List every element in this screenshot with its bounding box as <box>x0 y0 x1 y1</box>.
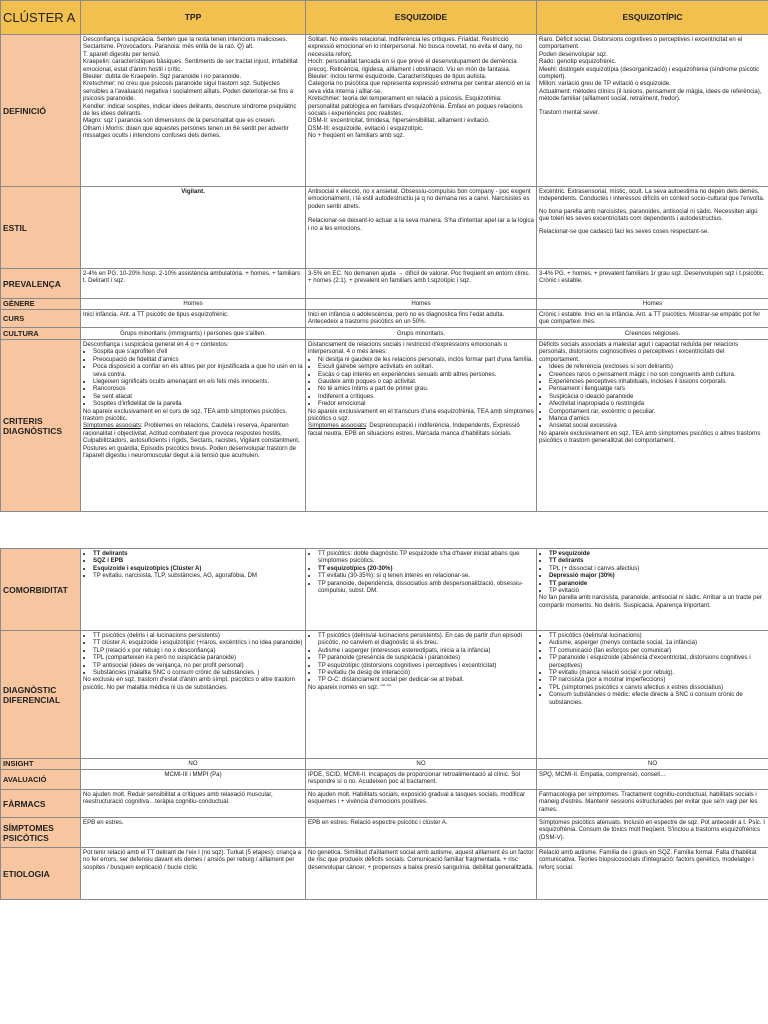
cell-comorbiditat-esquizotipic <box>537 549 768 631</box>
text-line: Desconfiança i suspicàcia. Senten que la resta tenen intencions malicioses. Sectarisme. Provocadors. Paranoia: més enllà de la raó. Q) alt. <box>83 36 288 51</box>
cell-diferencial-tpp <box>81 631 306 759</box>
list-item: • Poca disposició a confiar en els altres per por injustificada a que ho usin en la seva contra. <box>93 363 303 378</box>
text-line: Categoria no psicòtica que representa expressió extrema per centrar atenció en la seva vida interna i aïllar-se. <box>308 80 530 95</box>
text-line: No apareix exclusivament en sqz, TEA amb símptomes psicòtics o altres trastorns psicòtics o trastorn generalitzat del comportament. <box>539 429 761 445</box>
list-item: • TP esquizotípic (distorsions cognitives i perceptives i excentricitat) <box>318 662 534 669</box>
text-line: Relacionar-se deixant-lo actuar a la seva manera. S'ha d'intentar apel·lar a la lògica i no a les emocions. <box>308 217 534 232</box>
associated-symptoms-text: : Despreocupació i indiferència, Independents, Expressió facial neutra, EPB en situacions estres, Marcada manca d'habilitats socials. <box>308 422 520 437</box>
text-line: Trastorn mental sever. <box>539 108 600 116</box>
list-item: • Se sent atacat <box>93 393 303 400</box>
differential-list <box>308 632 534 684</box>
list-item: • Creences raros o pensament màgic i no son congruents amb cultura. <box>549 371 766 378</box>
cell-simptomes-esquizotipic: Símptomes psicòtics atenuats. Inclusió en espectre de sqz. Pot antecedir a t. Psic. I esquizofrènia. Consum de tòxics molt freqüent. S'inclou a trastorns esquizofrènics (DSM-V). <box>537 818 768 848</box>
text-line: Bleuler: dubta de Kraepelin. Sqz paranoide i no paranoide. <box>83 73 242 81</box>
list-item: • TT clúster A: esquizoide i esquizotípic (+raros, excèntrics i no idea paranoide) <box>93 639 303 646</box>
cell-curs-tpp: Inici infància. Ant. a TT psicòtic de tipus esquizofrènic. <box>81 310 306 328</box>
list-item: • Experiències perceptives inhabituals, incloses il·lusions corporals. <box>549 378 766 385</box>
list-item: • Escull gairebé sempre activitats en solitari. <box>318 363 534 370</box>
cell-genere-tpp: Homes <box>81 299 306 310</box>
column-header-esquizoide: ESQUIZOIDE <box>306 1 537 35</box>
cell-curs-esquizotipic: Crònic i estable. Inici en la infància. Ant. a TT psicòtics. Mostrar-se empàtic pot fer que compartexi més. <box>537 310 768 328</box>
list-item: • Manca d'amics <box>549 415 766 422</box>
cell-etiologia-esquizotipic: Relació amb autisme. Família de i graus en SQZ. Família formal. Falta d'habilitat comunicativa. Teories biopsicosocials d'integració: factors genètics, modelatge i reforç social. <box>537 848 768 900</box>
list-item: • No té amics íntims a part de primer grau. <box>318 385 534 392</box>
list-item: • TT psicòtics: doble diagnòstic TP esquizoide s'ha d'haver iniciat abans que símptomes psicòtics. <box>318 550 534 565</box>
criteria-list <box>539 363 766 430</box>
cell-diferencial-esquizotipic <box>537 631 768 759</box>
cell-farmacs-tpp: No ajuden molt. Reduir sensibilitat a crítiques amb relaxació muscular, reestructuració cognitiva…teràpia cognitiu-conductual. <box>81 790 306 818</box>
column-header-esquizotipic: ESQUIZOTÍPIC <box>537 1 768 35</box>
column-header-tpp: TPP <box>81 1 306 35</box>
list-item: • Substàncies (malaltia SNC o consum crònic de substàncies. ) <box>93 669 303 676</box>
list-item: • Idees de referència (excloses si son delirants) <box>549 363 766 370</box>
list-item: • Comportament rar, excèntric o peculiar. <box>549 408 766 415</box>
list-item: • Depressió major (30%) <box>549 572 766 579</box>
list-item: • TT evitatiu (30-35%): si q tenen interès en relacionar-se. <box>318 572 534 579</box>
list-item: • TT comunicació (fan esforços per comunicar) <box>549 647 766 654</box>
list-item: • TP narcisista (por a mostrar imperfeccions) <box>549 676 766 683</box>
cell-curs-esquizoide: Inici en infància o adolescència, però no es diagnostica fins l'edat adulta. Antecedeix a trastorns psicòtics en un 50%. <box>306 310 537 328</box>
list-item: • TPL (comparteixen ira però no suspicàcia paranoide) <box>93 654 303 661</box>
list-item: • TP evitatiu, narcisista, TLP, substàncies, AG, agorafòbia, DM <box>93 572 303 579</box>
text-line: No apareix exclusivament en el transcurs d'una esquizofrènia, TEA amb símptomes psicòtics o sqz. <box>308 407 534 423</box>
list-item: • TT esquizotípics (20-30%) <box>318 565 534 572</box>
row-label-farmacs: FÀRMACS <box>1 790 81 818</box>
row-label-etiologia: ETIOLOGIA <box>1 848 81 900</box>
list-item: • Sospita que s'aprofiten d'ell <box>93 348 303 355</box>
text-line: DSM-II: excentricitat, timidesa, hipersensibilitat, aïllament i evitació. <box>308 117 490 125</box>
list-item: • Gaudeix amb poques o cap activitat. <box>318 378 534 385</box>
cell-insight-tpp: NO <box>81 759 306 770</box>
cell-simptomes-esquizoide: EPB en estres. Relació espectre psicòtic i clúster A. <box>306 818 537 848</box>
text-line: Olham i Morris: diuen que aquestes persones tenen un 6è sentit per advertir missatges ocults i intencions confuses dels demes. <box>83 124 289 140</box>
list-item: • TP antisocial (idees de venjança, no per profit personal) <box>93 662 303 669</box>
text-line: Dèficits socials associats a malestar agut i capacitat reduïda per relacions personals, distorsions cognoscitives o perceptives i excentricitats del comportament. <box>539 341 739 363</box>
cell-cultura-esquizotipic: Creences religioses. <box>537 328 768 340</box>
text-line: No apareix només en sqz. "" "" <box>308 683 391 691</box>
text-line: Relacionar-se que cadascú faci les seves coses respectant-se. <box>539 227 710 235</box>
list-item: • Indiferent a crítiques. <box>318 393 534 400</box>
row-label-definicio: DEFINICIÓ <box>1 35 81 187</box>
row-label-insight: INSIGHT <box>1 759 81 770</box>
text-line: Raro. Dèficit social. Distorsions cognitives o perceptives i excentricitat en el comportament. <box>539 36 743 51</box>
list-item: • TT delirants <box>549 557 766 564</box>
list-item: • Esquizoide i esquizotípics (Clúster A) <box>93 565 303 572</box>
list-item: • TP O-C: distanciament social per dedicar-se al treball. <box>318 676 534 683</box>
text-line: Millon: variació greu de TP evitació o esquizoide. <box>539 80 671 88</box>
text-line: Solitari. No interès relacional. Indiferència les crítiques. Frialdat. Restricció expressió emocional en lo interpersonal. No busca novetat, no evita el dany, no necessita reforç. <box>308 36 522 58</box>
list-item: • TP evitatiu (te desig de interacció) <box>318 669 534 676</box>
list-item: • Sospites d'infidelitat de la parella <box>93 400 303 407</box>
text-line: Distanciament de relacions socials i restricció d'expressions emocionals o interpersonal. 4 o més àrees: <box>308 341 507 356</box>
cell-farmacs-esquizoide: No ajuden molt. Habilitats socials, exposició gradual a tasques socials, modificar esquemes i + vivència d'emocions positives. <box>306 790 537 818</box>
cell-insight-esquizotipic: NO <box>537 759 768 770</box>
list-item: • Autisme i asperger (interessos estereotipats, inicia a la infància) <box>318 647 534 654</box>
text-line: No + freqüent en familiars amb sqz. <box>308 132 405 140</box>
row-label-avaluacio: AVALUACIÓ <box>1 770 81 790</box>
list-item: • Autisme, asperger (menys contacte social, 1a infància) <box>549 639 766 646</box>
list-item: • TP evitatiu (manca relació social x por rebuig). <box>549 669 766 676</box>
text-line <box>308 422 534 437</box>
list-item: • Consum substàncies o mèdic: efecte directe a SNC o consum crònic de substàncies. <box>549 691 766 706</box>
cell-diferencial-esquizoide <box>306 631 537 759</box>
comorbidity-list <box>539 550 766 594</box>
row-label-criteris: CRITERIS DIAGNÒSTICS <box>1 340 81 512</box>
text-line: Hoch: personalitat tancada en si que prevé el desenvolupament de demència precoç. Reticència, rigidesa, aïllament i obstinació. Viu en món de fantasia. <box>308 58 517 73</box>
row-label-estil: ESTIL <box>1 187 81 269</box>
cell-prevalenca-esquizotipic: 3-4% PG. + homes. + prevalent familiars 1r grau sqz. Desenvolupen sqz i t.psicòtic. Crònic i estable. <box>537 269 768 299</box>
cell-criteris-tpp <box>81 340 306 512</box>
text-line: T. aparell digestiu per tensió. <box>83 50 161 58</box>
row-label-genere: GÈNERE <box>1 299 81 310</box>
cell-genere-esquizotipic: Homes <box>537 299 768 310</box>
cell-insight-esquizoide: NO <box>306 759 537 770</box>
list-item: • SQZ i EPB <box>93 557 303 564</box>
associated-symptoms-label: Símptomes associats <box>308 422 366 430</box>
row-label-diferencial: DIAGNÒSTIC DIFERENCIAL <box>1 631 81 759</box>
list-item: • Ansietat social excessiva <box>549 422 766 429</box>
list-item: • TT psicòtics (deliris/al·lucinacions persistents). En cas de partir d'un episodi psicòtic, no canviem el diagnòstic si és breu. <box>318 632 534 647</box>
text-line: Actualment: mètodes clínics (il·lusions, pensament de màgia, idees de referència), mètode familiar (aïllament social, retraïment, fredor). <box>539 87 762 103</box>
list-item: • Preocupació de fidelitat d'amics <box>93 356 303 363</box>
cell-genere-esquizoide: Homes <box>306 299 537 310</box>
list-item: • Escàs o cap interès en experiències sexuals amb altres persones. <box>318 371 534 378</box>
cell-comorbiditat-esquizoide <box>306 549 537 631</box>
cell-criteris-esquizotipic <box>537 340 768 512</box>
comorbidity-list <box>308 550 534 594</box>
cell-estil-esquizoide <box>306 187 537 269</box>
differential-list <box>83 632 303 676</box>
text-line: No exclusiu en sqz, trastorn d'estat d'ànim amb símpt. psicòtics o altre trastorn psicòtic. No per malaltia mèdica ni ús de substàncies. <box>83 676 295 691</box>
list-item: • TP paranoide (presència de suspicàcia i paranoides) <box>318 654 534 661</box>
text-line <box>83 422 303 459</box>
cell-etiologia-tpp: Pot tenir relació amb el TT delirant de l'eix I (no sqz). Turkat (5 etapes): criança a no fer errors, ser defensiu davant els demes / ansiós per rebuig / aïllament per sospites / busquen explicació / bucle cíclic <box>81 848 306 900</box>
cell-prevalenca-tpp: 2-4% en PG. 10-20% hosp. 2-10% assistència ambulatòria. + homes. + familiars t. Delirant i sqz. <box>81 269 306 299</box>
differential-list <box>539 632 766 706</box>
criteria-list <box>308 356 534 408</box>
list-item: • Suspicàcia o ideació paranoide <box>549 393 766 400</box>
text-line: Kraepelin: característiques bàsiques. Sentiments de ser tractat injust, irritabilitat emocional, estat d'ànim hostil i crític. <box>83 58 298 73</box>
list-item: • Ni desitja ni gaudeix de les relacions personals, inclòs formar part d'una família. <box>318 356 534 363</box>
text-line: Bleuler: inclou terme esquizoide. Característiques de tipus autista. <box>308 73 487 81</box>
cell-estil-esquizotipic <box>537 187 768 269</box>
list-item: • TT psicòtics (deliris/al·lucinacions) <box>549 632 766 639</box>
text-line: Kendler: indicar sospites, indicar idees delirants, descriure síndrome psiquiàtric de les idees delirants. <box>83 102 297 118</box>
comorbidity-list <box>83 550 303 580</box>
text-line: DSM-III: esquizoide, evitació i esquizotípic. <box>308 124 424 132</box>
list-item: • TT paranoide <box>549 580 766 587</box>
cell-estil-tpp: Vigilant. <box>81 187 306 269</box>
criteria-list <box>83 348 303 407</box>
list-item: • TP evitació <box>549 587 766 594</box>
list-item: • TP esquizoide <box>549 550 766 557</box>
list-item: • Pensament i llenguatge rars <box>549 385 766 392</box>
row-label-prevalenca: PREVALENÇA <box>1 269 81 299</box>
list-item: • TT psicòtics (deliris i al·lucinacions persistents) <box>93 632 303 639</box>
text-line: No apareix exclusivament en el curs de sqz, TEA amb símptomes psicòtics, trastorn psicòtic. <box>83 407 288 423</box>
cell-criteris-esquizoide <box>306 340 537 512</box>
text-line: Antisocial x elecció, no x ansietat. Obsessiu-compulsiu bon company - poc exigent emocionalment, i té estil autodestructiu ja q no demana res a canvi. Narcisistes es poden sentir atrets. <box>308 188 531 210</box>
row-label-cultura: CULTURA <box>1 328 81 340</box>
text-line: No bona parella amb narcisistes, paranoides, antisocial ni sàdic. Necessiten algú que toleri les seves excentricitats com dependents i autodestructius. <box>539 207 758 223</box>
cell-definicio-tpp <box>81 35 306 187</box>
associated-symptoms-label: Símptomes associats <box>83 422 141 430</box>
cluster-a-table-part-2 <box>0 548 768 900</box>
list-item: • TP paranoide, dependència, dissociatius amb despersonalització, obsessiu-compulsiu, subst. DM. <box>318 580 534 595</box>
row-label-simptomes: SÍMPTOMES PSICÒTICS <box>1 818 81 848</box>
associated-symptoms-text: : Problemes en relacions, Cautela i reserva, Aparenten racionalitat i objectivitat, Actitud combatent que provoca respostes hostils, Culpabilitzadors, autosuficients i rígids, Sectaris, racistes, Vigilant constantment, Postures en guàrdia, Episodis psicòtics breus. Poden desenvolupar trastorn de l'aparell digestiu i neuromuscular degut a la tensió que acumulen. <box>83 422 300 460</box>
list-item: • TP paranoide i esquizoide (absència d'excentricitat, distorsions cognitives i perceptives) <box>549 654 766 669</box>
text-line: Excèntric. Extrasensorial, místic, ocult. La seva autoestima no depèn dels demés. Independents. Conductes i interessos difícils en context socio-cultural que l'envolta. <box>539 188 765 203</box>
list-item: • TLP (relació x por rebuig i no x desconfiança) <box>93 647 303 654</box>
cell-definicio-esquizotipic <box>537 35 768 187</box>
row-label-comorbiditat: COMORBIDITAT <box>1 549 81 631</box>
list-item: • Rancorosos <box>93 385 303 392</box>
list-item: • TPL (símptomes psicòtics x canvis afectius x estres dissociatius) <box>549 684 766 691</box>
cell-cultura-esquizoide: Grups minoritaris. <box>306 328 537 340</box>
list-item: • Fredor emocional <box>318 400 534 407</box>
text-line: No fan parella amb narcisista, paranoide, antisocial ni sàdic. Arribar a un tracte per compartir moments. No deliris. Suspicàcia. Aparença important. <box>539 594 762 609</box>
text-line: Rado: genotip esquizofrènic. <box>539 58 617 66</box>
cell-etiologia-esquizoide: No genètica. Similitud d'aïllament social amb autisme, aquest aïllament és un factor de risc que produeix dèficits socials. Comunicació familiar fragmentada. + risc desenvolupar càncer, + propensos a baixa presió sanguínia, debilitat generalitzada. <box>306 848 537 900</box>
list-item: • Llegeixen significats ocults amenaçant en els fets més innocents. <box>93 378 303 385</box>
cell-simptomes-tpp: EPB en estres. <box>81 818 306 848</box>
list-item: • TPL (+ dissociat i canvis afectius) <box>549 565 766 572</box>
cell-avaluacio-tpp: MCMI-III i MMPI (Pa) <box>81 770 306 790</box>
cell-avaluacio-esquizoide: IPDE, SCID, MCMI-II. Incapaços de proporcionar retroalimentació al clínic. Sol respondre sí o no. Acudeixen poc al tractament. <box>306 770 537 790</box>
text-line: Kretschmer: teoria del temperament en relació a psicosis. Esquizotímia: personalitat patològica en familiars d'esquizofrènia. Èmfasi en poques relacions socials i experiències poc realistes. <box>308 95 523 118</box>
text-line: Meehl: distingeix esquizotípia (desorganització) i esquizofrènia (síndrome psicòtic complert). <box>539 65 760 81</box>
cell-definicio-esquizoide <box>306 35 537 187</box>
cell-farmacs-esquizotipic: Farmacologia per símptomes. Tractament cognitiu-conductual, habilitats socials i maneig d'estrès. Mantenir sessions estructurades per evitar que se'n vagi per les rames. <box>537 790 768 818</box>
cell-cultura-tpp: Grups minoritaris (immigrants) i persones que s'aïllen. <box>81 328 306 340</box>
cell-comorbiditat-tpp <box>81 549 306 631</box>
text-line: Desconfiança i suspicàcia general en 4 o + contextos: <box>83 341 229 348</box>
list-item: • Afectivitat inapropiada o restringida <box>549 400 766 407</box>
cluster-title: CLÚSTER A <box>1 1 81 35</box>
cell-avaluacio-esquizotipic: SPQ, MCMI-II. Empatia, comprensió, consell… <box>537 770 768 790</box>
list-item: • TT delirants <box>93 550 303 557</box>
text-line: Poden desenvolupar sqz. <box>539 50 608 58</box>
text-line: Kretschmer: no creu que psicosis paranoide sigui trastorn sqz. Subjectes sensibles a l'avaluació negativa i socialment aïllats. Poden deteriorar-se fins a psicosis paranoide. <box>83 80 294 103</box>
cell-prevalenca-esquizoide: 3-5% en EC. No demanen ajuda → difícil de valorar. Poc freqüent en entorn clínic. + homes (2:1). + prevalent en familiars amb t.sqzotípic i sqz. <box>306 269 537 299</box>
row-label-curs: CURS <box>1 310 81 328</box>
text-line: Magro: sqz i paranoia son dimensions de la personalitat que es creuen. <box>83 117 276 125</box>
